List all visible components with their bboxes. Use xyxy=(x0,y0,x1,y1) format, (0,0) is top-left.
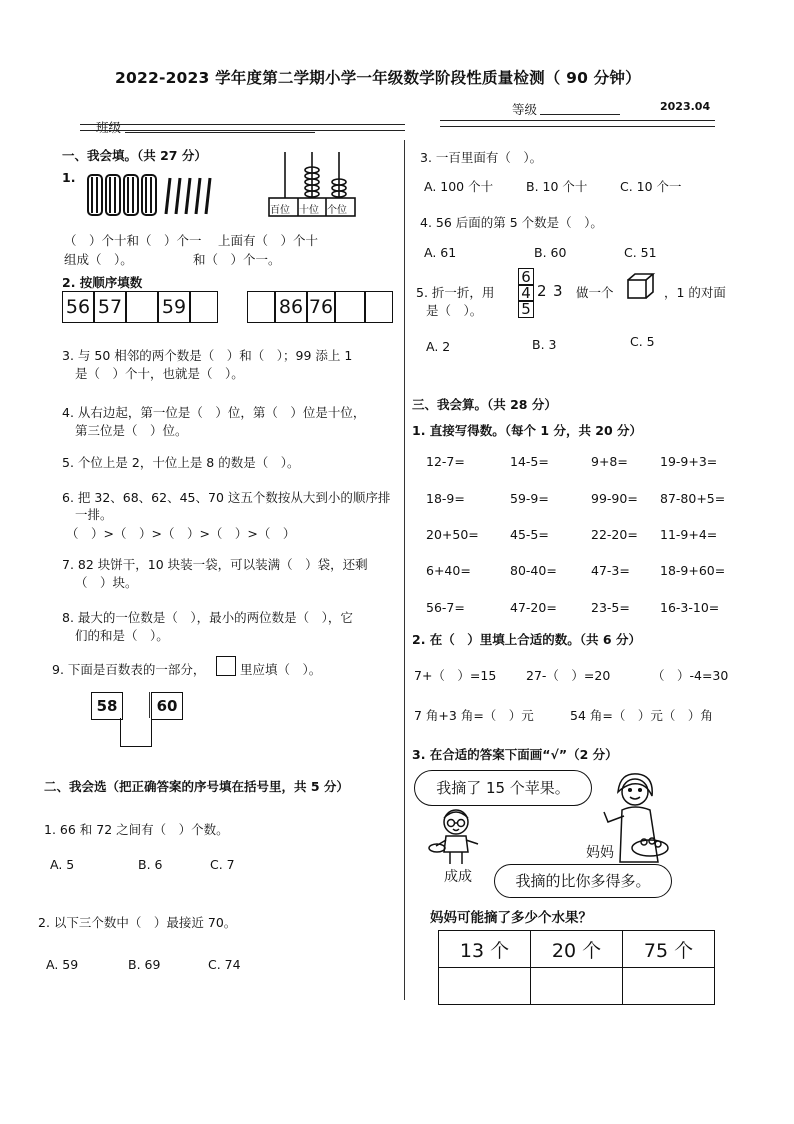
q5-line-1: 5. 个位上是 2，十位上是 8 的数是（ ）。 xyxy=(62,455,300,470)
speech-bubble-mother: 我摘的比你多得多。 xyxy=(494,864,672,898)
abacus-label-tens: 十位 xyxy=(299,205,319,216)
section-2-heading: 二、我会选（把正确答案的序号填在括号里，共 5 分） xyxy=(44,779,349,794)
calc-item: 87-80+5= xyxy=(660,491,726,506)
calc-item: 16-3-10= xyxy=(660,600,720,615)
s2-q2-option-a: A. 59 xyxy=(46,957,79,972)
calc-item: 9+8= xyxy=(591,454,628,469)
answer-option-13: 13 个 xyxy=(439,931,531,968)
cube-net-face: 2 xyxy=(537,282,547,300)
answer-table xyxy=(438,930,715,1005)
stick-bundle xyxy=(88,175,102,215)
hundred-chart-cell: 58 xyxy=(91,692,123,720)
s3-p2-heading: 2. 在（ ）里填上合适的数。（共 6 分） xyxy=(412,632,641,647)
calc-item: 6+40= xyxy=(426,563,471,578)
calc-item: 12-7= xyxy=(426,454,465,469)
fill-item: 27-（ ）=20 xyxy=(526,668,611,683)
s2-q1-option-c: C. 7 xyxy=(210,857,235,872)
r-q4-option-b: B. 60 xyxy=(534,245,567,260)
calc-item: 18-9+60= xyxy=(660,563,726,578)
s2-q1-option-b: B. 6 xyxy=(138,857,163,872)
fill-item: 7 角+3 角=（ ）元 xyxy=(414,708,534,723)
calc-item: 20+50= xyxy=(426,527,479,542)
answer-option-75: 75 个 xyxy=(623,931,715,968)
answer-check-cell[interactable] xyxy=(623,968,715,1005)
q6-line-3: （ ）>（ ）>（ ）>（ ）>（ ） xyxy=(66,526,296,541)
r-q3-option-a: A. 100 个十 xyxy=(424,179,494,194)
q4-line-1: 4. 从右边起，第一位是（ ）位，第（ ）位是十位， xyxy=(62,405,366,420)
r-q3-option-b: B. 10 个十 xyxy=(526,179,588,194)
calc-item: 11-9+4= xyxy=(660,527,718,542)
abacus-label-hundreds: 百位 xyxy=(270,205,290,216)
q7-line-1: 7. 82 块饼干，10 块装一袋，可以装满（ ）袋，还剩 xyxy=(62,557,368,572)
calc-item: 56-7= xyxy=(426,600,465,615)
boy-chengcheng-illustration xyxy=(428,806,494,866)
answer-option-20: 20 个 xyxy=(531,931,623,968)
number-cell-blank xyxy=(126,291,158,323)
cube-net-face: 5 xyxy=(518,300,534,318)
cube-net-face: 6 xyxy=(518,268,534,286)
page-title: 2022-2023 学年度第二学期小学一年级数学阶段性质量检测（ 90 分钟） xyxy=(115,69,641,87)
q3-line-2: 是（ ）个十，也就是（ ）。 xyxy=(75,366,244,381)
calc-item: 23-5= xyxy=(591,600,630,615)
hundred-chart-blank-cell xyxy=(120,718,152,747)
q6-line-2: 一排。 xyxy=(75,507,113,522)
q1-line-1: （ ）个十和（ ）个一 上面有（ ）个十 xyxy=(64,233,318,248)
hundred-chart-edge xyxy=(149,692,150,718)
answer-square-icon xyxy=(216,656,236,676)
calc-item: 45-5= xyxy=(510,527,549,542)
column-divider xyxy=(404,140,405,1000)
number-cell: 76 xyxy=(307,291,335,323)
q7-line-2: （ ）块。 xyxy=(75,575,138,590)
number-cell-blank xyxy=(247,291,275,323)
answer-check-cell[interactable] xyxy=(531,968,623,1005)
answer-check-cell[interactable] xyxy=(439,968,531,1005)
q3-line-1: 3. 与 50 相邻的两个数是（ ）和（ ）；99 添上 1 xyxy=(62,348,353,363)
number-cell-blank xyxy=(365,291,393,323)
header-rule xyxy=(440,126,715,127)
r-q5-option-a: A. 2 xyxy=(426,339,451,354)
r-q5-option-b: B. 3 xyxy=(532,337,557,352)
r-q4-option-c: C. 51 xyxy=(624,245,657,260)
calc-item: 47-20= xyxy=(510,600,557,615)
q6-line-1: 6. 把 32、68、62、45、70 这五个数按从大到小的顺序排 xyxy=(62,490,391,505)
abacus-label-ones: 个位 xyxy=(327,205,347,216)
q9-line-1a: 9. 下面是百数表的一部分， xyxy=(52,662,206,677)
calc-item: 22-20= xyxy=(591,527,638,542)
q1-number: 1. xyxy=(62,170,76,185)
s2-q2-text: 2. 以下三个数中（ ）最接近 70。 xyxy=(38,915,237,930)
r-q3-option-c: C. 10 个一 xyxy=(620,179,682,194)
q9-line-1b: 里应填（ ）。 xyxy=(240,662,322,677)
calc-item: 19-9+3= xyxy=(660,454,718,469)
r-q5-text-c: ，1 的对面 xyxy=(664,285,726,300)
s2-q2-option-b: B. 69 xyxy=(128,957,161,972)
number-cell: 57 xyxy=(94,291,126,323)
number-cell-blank xyxy=(190,291,218,323)
fill-item: 7+（ ）=15 xyxy=(414,668,497,683)
number-cell: 86 xyxy=(275,291,307,323)
section-1-heading: 一、我会填。（共 27 分） xyxy=(62,148,207,163)
s3-p3-question: 妈妈可能摘了多少个水果？ xyxy=(430,910,592,926)
r-q5-option-c: C. 5 xyxy=(630,334,655,349)
fill-item: 54 角=（ ）元（ ）角 xyxy=(570,708,713,723)
header-rule xyxy=(440,120,715,121)
class-blank-line xyxy=(125,132,315,133)
q1-line-2: 组成（ ）。 和（ ）个一。 xyxy=(64,252,281,267)
q8-line-2: 们的和是（ ）。 xyxy=(75,628,169,643)
calc-item: 14-5= xyxy=(510,454,549,469)
r-q5-text-a: 5. 折一折，用 xyxy=(416,285,495,300)
counting-sticks-image xyxy=(86,172,216,218)
q2-heading: 2. 按顺序填数 xyxy=(62,275,143,290)
fill-item: （ ）-4=30 xyxy=(652,668,729,683)
calc-item: 59-9= xyxy=(510,491,549,506)
q8-line-1: 8. 最大的一位数是（ ），最小的两位数是（ ），它 xyxy=(62,610,353,625)
cube-net-face: 3 xyxy=(553,282,563,300)
r-q3-text: 3. 一百里面有（ ）。 xyxy=(420,150,543,165)
calc-item: 99-90= xyxy=(591,491,638,506)
r-q5-text-b: 做一个 xyxy=(576,285,614,300)
name-chengcheng: 成成 xyxy=(444,869,472,885)
name-mother: 妈妈 xyxy=(586,845,614,861)
grade-label: 等级 xyxy=(512,102,538,117)
r-q4-option-a: A. 61 xyxy=(424,245,457,260)
calc-item: 47-3= xyxy=(591,563,630,578)
stick-bundle xyxy=(142,175,156,215)
cube-icon xyxy=(626,272,656,300)
r-q4-text: 4. 56 后面的第 5 个数是（ ）。 xyxy=(420,215,603,230)
stick-bundle xyxy=(106,175,120,215)
number-cell: 59 xyxy=(158,291,190,323)
header-rule xyxy=(80,124,405,125)
cube-net-face: 4 xyxy=(518,284,534,302)
s3-p1-heading: 1. 直接写得数。（每个 1 分，共 20 分） xyxy=(412,423,643,438)
stick-bundle xyxy=(124,175,138,215)
calc-item: 18-9= xyxy=(426,491,465,506)
speech-bubble-chengcheng: 我摘了 15 个苹果。 xyxy=(414,770,592,806)
q4-line-2: 第三位是（ ）位。 xyxy=(75,423,188,438)
exam-date: 2023.04 xyxy=(660,100,711,113)
class-label: 班级 xyxy=(96,120,122,135)
hundred-chart-cell: 60 xyxy=(151,692,183,720)
r-q5-text-d: 是（ ）。 xyxy=(426,303,483,318)
section-3-heading: 三、我会算。（共 28 分） xyxy=(412,397,557,412)
calc-item: 80-40= xyxy=(510,563,557,578)
number-cell: 56 xyxy=(62,291,94,323)
header-rule xyxy=(80,130,405,131)
s2-q2-option-c: C. 74 xyxy=(208,957,241,972)
grade-blank-line xyxy=(540,114,620,115)
s2-q1-option-a: A. 5 xyxy=(50,857,75,872)
number-cell-blank xyxy=(335,291,365,323)
s2-q1-text: 1. 66 和 72 之间有（ ）个数。 xyxy=(44,822,229,837)
s3-p3-heading: 3. 在合适的答案下面画“√”（2 分） xyxy=(412,747,618,762)
